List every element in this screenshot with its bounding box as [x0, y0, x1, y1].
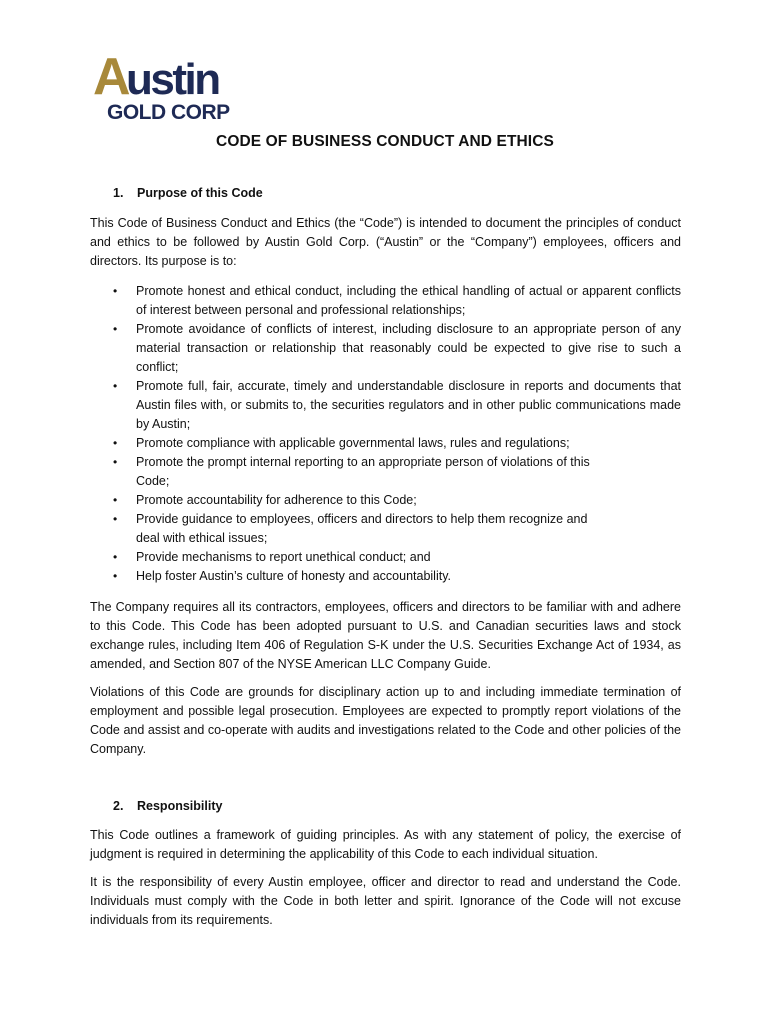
bullet-icon: • — [113, 284, 118, 298]
bullet-icon: • — [113, 436, 118, 450]
section-1-paragraph-2: The Company requires all its contractors, employees, officers and directors to be familiar with and adhere to this Code. This Code has been adopted pursuant to U.S. and Canadian securities laws and stock exchange rules, including Item 406 of Regulation S-K under the U.S. Securities Exchange Act of 1934, as amended, and Section 807 of the NYSE American LLC Company Guide. — [90, 600, 681, 671]
bullet-icon: • — [113, 455, 118, 469]
bullet-icon: • — [113, 379, 118, 393]
bullet-icon: • — [113, 512, 118, 526]
bullet-icon: • — [113, 322, 118, 336]
bullet-icon: • — [113, 493, 118, 507]
document-title: CODE OF BUSINESS CONDUCT AND ETHICS — [216, 133, 554, 150]
purpose-bullet-list — [0, 282, 770, 586]
list-item: • Promote compliance with applicable governmental laws, rules and regulations; — [0, 434, 681, 453]
section-1-paragraph-3: Violations of this Code are grounds for disciplinary action up to and including immediate termination of employment and possible legal prosecution. Employees are expected to promptly report violations of the Code and assist and co-operate with audits and investigations related to the Code and other policies of the Company. — [90, 685, 681, 756]
section-2-number: 2. — [113, 799, 124, 813]
company-logo — [93, 48, 273, 122]
section-2-paragraph-2: It is the responsibility of every Austin employee, officer and director to read and understand the Code. Individuals must comply with the Code in both letter and spirit. Ignorance of the Code will not excuse individuals from its requirements. — [90, 875, 681, 927]
section-2-title: Responsibility — [137, 799, 223, 813]
section-1-title: Purpose of this Code — [137, 186, 263, 200]
austin-gold-corp-logo — [93, 48, 273, 122]
list-item: • Promote the prompt internal reporting to an appropriate person of violations of this Code; — [113, 455, 590, 488]
logo-word-austin: A — [93, 48, 129, 106]
logo-word-ustin: ustin — [126, 55, 219, 104]
bullet-icon: • — [113, 550, 118, 564]
list-item: • Promote accountability for adherence to this Code; — [0, 491, 681, 510]
list-item: • Promote avoidance of conflicts of interest, including disclosure to an appropriate person of any material transaction or relationship that reasonably could be expected to give rise to such a conflict; — [113, 322, 681, 374]
list-item: • Provide guidance to employees, officers and directors to help them recognize and deal with ethical issues; — [113, 512, 588, 545]
section-2-paragraph-1: This Code outlines a framework of guiding principles. As with any statement of policy, the exercise of judgment is required in determining the applicability of this Code to each individual situation. — [90, 828, 681, 861]
list-item: • Promote full, fair, accurate, timely and understandable disclosure in reports and documents that Austin files with, or submits to, the securities regulators and in other public communications made by Austin; — [113, 379, 681, 431]
section-1-number: 1. — [113, 186, 124, 200]
bullet-icon: • — [113, 569, 118, 583]
list-item: • Provide mechanisms to report unethical conduct; and — [0, 548, 681, 567]
section-1-intro: This Code of Business Conduct and Ethics (the “Code”) is intended to document the principles of conduct and ethics to be followed by Austin Gold Corp. (“Austin” or the “Company”) employees, officers and directors. Its purpose is to: — [90, 216, 681, 268]
list-item: • Help foster Austin’s culture of honesty and accountability. — [0, 567, 681, 586]
logo-word-gold-corp: GOLD CORP — [107, 101, 230, 122]
list-item: • Promote honest and ethical conduct, including the ethical handling of actual or apparent conflicts of interest between personal and professional relationships; — [113, 284, 681, 317]
